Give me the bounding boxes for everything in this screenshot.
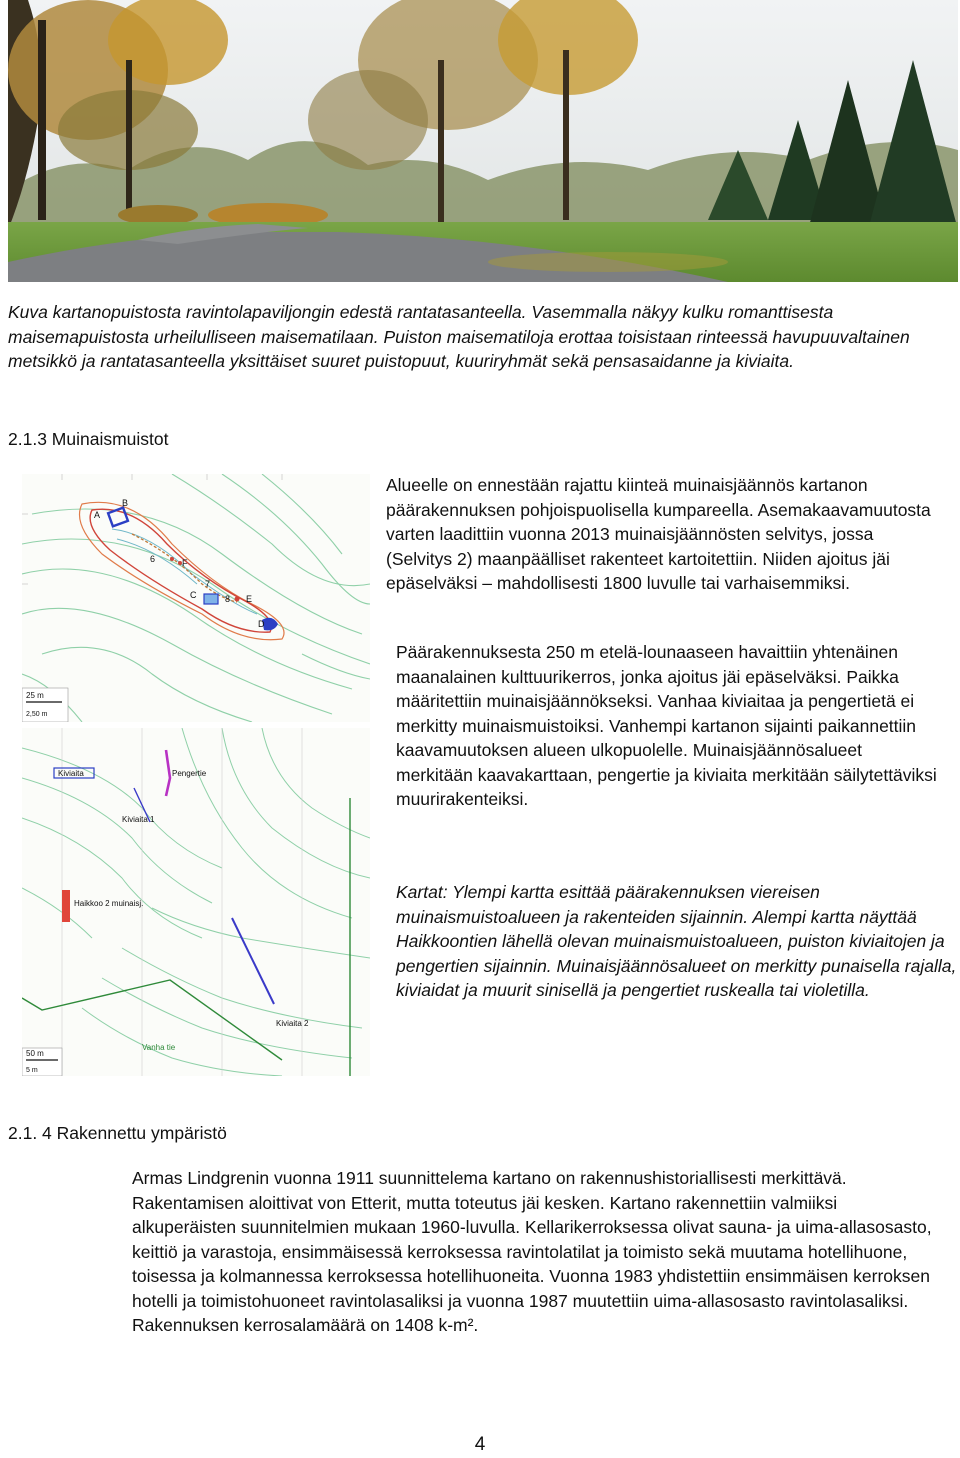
map1-scale-label: 25 m <box>26 691 44 700</box>
map-lower-drawing <box>22 728 370 1076</box>
map-lower <box>22 728 370 1076</box>
map1-marker-d: D <box>258 619 265 629</box>
page-number: 4 <box>474 1434 486 1455</box>
map1-marker-7: 7 <box>205 579 211 589</box>
section-heading-214: 2.1. 4 Rakennettu ympäristö <box>8 1123 227 1143</box>
map2-label-pengertie: Pengertie <box>172 769 207 778</box>
map2-label-haikkoo: Haikkoo 2 muinaisj. <box>74 899 144 908</box>
map1-marker-c: C <box>190 590 197 600</box>
paragraph-rakennettu: Armas Lindgrenin vuonna 1911 suunnittelema kartano on rakennushistoriallisesti merkittävä. Rakentamisen aloittivat von Etterit, mutta toteutus jäi kesken. Kartano rakennettiin valmiiksi alkuperäisten suunnitelmien mukaan 1960-luvulla. Kellarikerroksessa olivat sauna- ja uima-allasosasto, keittiö ja varastoja, ensimmäisessä kerroksessa ravintolatilat ja toimisto sekä muutama hotellihuone, toisessa ja kolmannessa kerroksessa hotellihuoneita. Vuonna 1983 yhdistettiin ensimmäisen kerroksen hotelli ja toimistohuoneet ravintolasaliksi ja vuonna 1987 muutettiin uima-allasosasto ravintolasaliksi. Rakennuksen kerrosalamäärä on 1408 k-m². <box>132 1168 932 1335</box>
map2-label-kiviaita: Kiviaita <box>58 769 84 778</box>
map-upper-drawing <box>22 474 370 722</box>
map2-label-vanha-tie: Vanha tie <box>142 1043 176 1052</box>
map1-scale-sub: 2,50 m <box>26 711 48 718</box>
section-heading-213: 2.1.3 Muinaismuistot <box>8 429 169 449</box>
map-upper <box>22 474 370 722</box>
map2-label-kiviaita2: Kiviaita 2 <box>276 1019 309 1028</box>
map1-marker-a: A <box>94 510 101 520</box>
paragraph-kulttuurikerros: Päärakennuksesta 250 m etelä-lounaaseen havaittiin yhtenäinen maanalainen kulttuurikerros, jonka ajoitus jäi epäselväksi. Paikka määritettiin muinaisjäännökseksi. Vanhaa kiviaitaa ja pengertietä ei merkitty muinaismuistoiksi. Vanhempi kartanon sijainti paikannettiin kaavamuutoksen alueen ulkopuolelle. Muinaisjäännösalueet merkitään kaavakarttaan, pengertie ja kiviaita merkitään säilytettäviksi muurirakenteiksi. <box>396 642 937 809</box>
photo-caption: Kuva kartanopuistosta ravintolapaviljongin edestä rantatasanteella. Vasemmalla näkyy kulku romanttisesta maisemapuistosta urheilulliseen maisematilaan. Puiston maisematiloja erottaa toisistaan rinteessä havupuuvaltainen metsikkö ja rantatasanteella yksittäiset suuret puistopuut, kuuriryhmät sekä pensasaidanne ja kiviaita. <box>8 302 910 371</box>
park-photo-image <box>8 0 958 282</box>
map1-marker-f: F <box>182 558 188 568</box>
park-photo <box>8 0 958 282</box>
map2-label-kiviaita1: Kiviaita 1 <box>122 815 155 824</box>
paragraph-muinaisjaannos: Alueelle on ennestään rajattu kiinteä muinaisjäännös kartanon päärakennuksen pohjoispuolisella kumpareella. Asemakaavamuutosta varten laadittiin vuonna 2013 muinaisjäännösten selvitys, jossa (Selvitys 2) maanpäälliset rakenteet kartoitettiin. Niiden ajoitus jäi epäselväksi – mahdollisesti 1800 luvulle tai varhaisemmiksi. <box>386 475 931 593</box>
map2-scale-sub: 5 m <box>26 1067 38 1074</box>
maps-caption: Kartat: Ylempi kartta esittää päärakennuksen viereisen muinaismuistoalueen ja rakenteiden sijainnin. Alempi kartta näyttää Haikkoontien lähellä olevan muinaismuistoalueen, puiston kiviaitojen ja pengertien sijainnin. Muinaisjäännösalueet on merkitty punaisella rajalla, kiviaidat ja muurit sinisellä ja pengertiet ruskealla tai violetilla. <box>396 882 957 1000</box>
map2-scale-label: 50 m <box>26 1049 44 1058</box>
map1-marker-b: B <box>122 498 129 508</box>
map1-marker-e: E <box>246 594 253 604</box>
map1-marker-6: 6 <box>150 554 156 564</box>
map1-marker-8: 8 <box>225 594 231 604</box>
